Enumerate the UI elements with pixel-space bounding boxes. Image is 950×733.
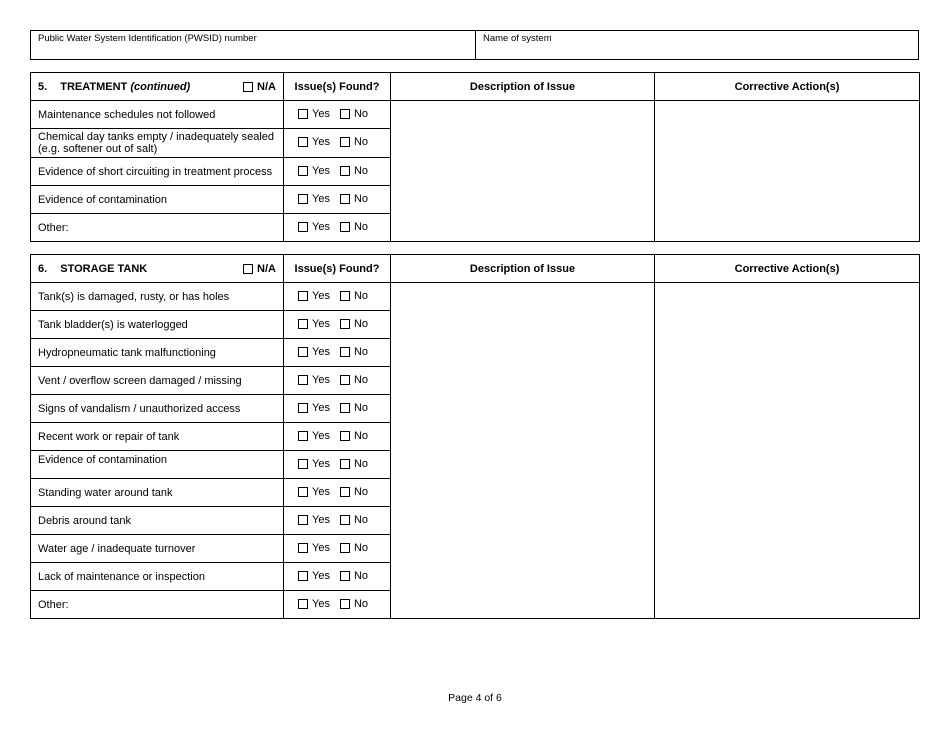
row-label: Evidence of contamination: [31, 186, 284, 214]
row-label: Evidence of contamination: [31, 451, 284, 479]
yes-no-group: [284, 186, 391, 214]
yes-no-group: [284, 507, 391, 535]
yes-checkbox[interactable]: [298, 346, 330, 358]
yes-checkbox[interactable]: [298, 542, 330, 554]
row-label: Debris around tank: [31, 507, 284, 535]
corrective-action-cell[interactable]: [655, 591, 920, 619]
description-header: Description of Issue: [391, 255, 655, 283]
yes-label: Yes: [312, 541, 330, 554]
yes-checkbox[interactable]: [298, 570, 330, 582]
na-label: N/A: [257, 80, 276, 93]
row-label: Tank(s) is damaged, rusty, or has holes: [31, 283, 284, 311]
checkbox-icon: [340, 431, 350, 441]
checkbox-icon: [340, 375, 350, 385]
yes-checkbox[interactable]: [298, 598, 330, 610]
yes-label: Yes: [312, 373, 330, 386]
yes-label: Yes: [312, 597, 330, 610]
yes-label: Yes: [312, 485, 330, 498]
row-label: Tank bladder(s) is waterlogged: [31, 311, 284, 339]
corrective-action-cell[interactable]: [655, 451, 920, 479]
corrective-action-cell[interactable]: [655, 367, 920, 395]
description-cell[interactable]: [391, 339, 655, 367]
checkbox-icon: [340, 571, 350, 581]
storage-title: STORAGE TANK: [60, 262, 148, 275]
yes-no-group: [284, 158, 391, 186]
yes-no-group: [284, 535, 391, 563]
checkbox-icon: [298, 194, 308, 204]
no-checkbox[interactable]: [340, 374, 368, 386]
corrective-action-cell[interactable]: [655, 563, 920, 591]
yes-label: Yes: [312, 345, 330, 358]
checkbox-icon: [298, 403, 308, 413]
corrective-action-cell[interactable]: [655, 283, 920, 311]
yes-no-group: [284, 283, 391, 311]
treatment-table: [30, 72, 920, 242]
yes-label: Yes: [312, 317, 330, 330]
checkbox-icon: [298, 571, 308, 581]
checkbox-icon: [340, 137, 350, 147]
corrective-action-cell[interactable]: [655, 535, 920, 563]
checkbox-icon: [298, 137, 308, 147]
row-label: Maintenance schedules not followed: [31, 101, 284, 129]
no-checkbox[interactable]: [340, 165, 368, 177]
no-label: No: [353, 457, 369, 470]
yes-checkbox[interactable]: [298, 290, 330, 302]
checkbox-icon: [298, 375, 308, 385]
yes-no-group: [284, 367, 391, 395]
no-label: No: [353, 485, 369, 498]
yes-no-group: [284, 591, 391, 619]
description-cell[interactable]: [391, 535, 655, 563]
no-checkbox[interactable]: [340, 458, 368, 470]
description-cell[interactable]: [391, 507, 655, 535]
no-checkbox[interactable]: [340, 193, 368, 205]
table-row: [31, 367, 920, 395]
system-name-label: Name of system: [483, 33, 552, 44]
treatment-suffix: (continued): [130, 80, 191, 93]
no-checkbox[interactable]: [340, 542, 368, 554]
yes-checkbox[interactable]: [298, 221, 330, 233]
treatment-na-checkbox[interactable]: [243, 81, 276, 93]
no-label: No: [353, 597, 369, 610]
no-checkbox[interactable]: [340, 290, 368, 302]
row-label: Signs of vandalism / unauthorized access: [31, 395, 284, 423]
table-row: [31, 479, 920, 507]
corrective-action-cell[interactable]: [655, 507, 920, 535]
no-checkbox[interactable]: [340, 318, 368, 330]
no-label: No: [353, 541, 369, 554]
yes-checkbox[interactable]: [298, 165, 330, 177]
table-row: [31, 507, 920, 535]
description-cell[interactable]: [391, 129, 655, 158]
description-cell[interactable]: [391, 423, 655, 451]
corrective-action-cell[interactable]: [655, 101, 920, 129]
checkbox-icon: [298, 109, 308, 119]
yes-no-group: [284, 563, 391, 591]
row-label: Lack of maintenance or inspection: [31, 563, 284, 591]
yes-no-group: [284, 311, 391, 339]
description-cell[interactable]: [391, 101, 655, 129]
corrective-action-cell[interactable]: [655, 311, 920, 339]
description-cell[interactable]: [391, 563, 655, 591]
checkbox-icon: [340, 347, 350, 357]
description-cell[interactable]: [391, 367, 655, 395]
checkbox-icon: [298, 487, 308, 497]
description-cell[interactable]: [391, 186, 655, 214]
checkbox-icon: [340, 166, 350, 176]
table-row: [31, 311, 920, 339]
storage-number: 6.: [38, 262, 48, 275]
row-label: Recent work or repair of tank: [31, 423, 284, 451]
yes-checkbox[interactable]: [298, 193, 330, 205]
yes-no-group: [284, 451, 391, 479]
checkbox-icon: [298, 347, 308, 357]
no-checkbox[interactable]: [340, 514, 368, 526]
no-checkbox[interactable]: [340, 570, 368, 582]
description-cell[interactable]: [391, 214, 655, 242]
corrective-action-cell[interactable]: [655, 395, 920, 423]
no-label: No: [353, 569, 369, 582]
row-label: Standing water around tank: [31, 479, 284, 507]
checkbox-icon: [298, 431, 308, 441]
row-label: Evidence of short circuiting in treatment process: [31, 158, 284, 186]
description-cell[interactable]: [391, 591, 655, 619]
yes-checkbox[interactable]: [298, 458, 330, 470]
yes-label: Yes: [312, 457, 330, 470]
no-label: No: [353, 107, 369, 120]
checkbox-icon: [340, 403, 350, 413]
checkbox-icon: [298, 166, 308, 176]
yes-no-group: [284, 423, 391, 451]
yes-checkbox[interactable]: [298, 136, 330, 148]
row-label: Water age / inadequate turnover: [31, 535, 284, 563]
description-cell[interactable]: [391, 311, 655, 339]
no-checkbox[interactable]: [340, 402, 368, 414]
corrective-action-cell[interactable]: [655, 186, 920, 214]
checkbox-icon: [298, 291, 308, 301]
table-row: [31, 423, 920, 451]
corrective-action-cell[interactable]: [655, 339, 920, 367]
corrective-header: Corrective Action(s): [655, 73, 920, 101]
yes-no-group: [284, 101, 391, 129]
no-checkbox[interactable]: [340, 108, 368, 120]
yes-label: Yes: [312, 569, 330, 582]
yes-label: Yes: [312, 164, 330, 177]
yes-no-group: [284, 214, 391, 242]
storage-section-header: [31, 255, 284, 283]
corrective-action-cell[interactable]: [655, 158, 920, 186]
table-row: [31, 563, 920, 591]
yes-no-group: [284, 395, 391, 423]
corrective-action-cell[interactable]: [655, 479, 920, 507]
yes-checkbox[interactable]: [298, 402, 330, 414]
yes-checkbox[interactable]: [298, 318, 330, 330]
no-checkbox[interactable]: [340, 346, 368, 358]
checkbox-icon: [298, 543, 308, 553]
description-cell[interactable]: [391, 479, 655, 507]
yes-no-group: [284, 129, 391, 158]
no-label: No: [353, 220, 369, 233]
table-row: [31, 451, 920, 479]
yes-label: Yes: [312, 289, 330, 302]
no-label: No: [353, 317, 369, 330]
checkbox-icon: [298, 515, 308, 525]
yes-label: Yes: [312, 136, 330, 148]
yes-label: Yes: [312, 429, 330, 442]
no-label: No: [353, 401, 369, 414]
table-row: [31, 214, 920, 242]
yes-no-group: [284, 479, 391, 507]
corrective-action-cell[interactable]: [655, 129, 920, 158]
table-row: [31, 186, 920, 214]
storage-tank-table: [30, 254, 920, 619]
na-label: N/A: [257, 262, 276, 275]
checkbox-icon: [340, 487, 350, 497]
yes-label: Yes: [312, 401, 330, 414]
row-label: Chemical day tanks empty / inadequately sealed (e.g. softener out of salt): [31, 129, 284, 158]
checkbox-icon: [340, 319, 350, 329]
description-header: Description of Issue: [391, 73, 655, 101]
page-number: Page 4 of 6: [448, 692, 502, 704]
system-name-field[interactable]: [476, 31, 918, 59]
table-row: [31, 591, 920, 619]
no-label: No: [353, 136, 369, 148]
yes-label: Yes: [312, 192, 330, 205]
table-row: [31, 101, 920, 129]
yes-label: Yes: [312, 513, 330, 526]
checkbox-icon: [340, 222, 350, 232]
corrective-action-cell[interactable]: [655, 423, 920, 451]
checkbox-icon: [340, 459, 350, 469]
table-row: [31, 129, 920, 158]
row-label: Hydropneumatic tank malfunctioning: [31, 339, 284, 367]
checkbox-icon: [340, 109, 350, 119]
no-label: No: [353, 164, 369, 177]
checkbox-icon: [243, 264, 253, 274]
pwsid-field[interactable]: [31, 31, 476, 59]
description-cell[interactable]: [391, 283, 655, 311]
no-checkbox[interactable]: [340, 221, 368, 233]
checkbox-icon: [298, 599, 308, 609]
checkbox-icon: [340, 291, 350, 301]
checkbox-icon: [298, 459, 308, 469]
issues-header: Issue(s) Found?: [284, 255, 391, 283]
no-label: No: [353, 192, 369, 205]
issues-header: Issue(s) Found?: [284, 73, 391, 101]
table-row: [31, 535, 920, 563]
checkbox-icon: [298, 222, 308, 232]
checkbox-icon: [298, 319, 308, 329]
treatment-section-header: [31, 73, 284, 101]
description-cell[interactable]: [391, 158, 655, 186]
checkbox-icon: [340, 599, 350, 609]
corrective-action-cell[interactable]: [655, 214, 920, 242]
corrective-header: Corrective Action(s): [655, 255, 920, 283]
yes-no-group: [284, 339, 391, 367]
checkbox-icon: [243, 82, 253, 92]
row-label: Other:: [31, 214, 284, 242]
yes-label: Yes: [312, 107, 330, 120]
row-label: Other:: [31, 591, 284, 619]
treatment-number: 5.: [38, 80, 48, 93]
yes-checkbox[interactable]: [298, 108, 330, 120]
description-cell[interactable]: [391, 451, 655, 479]
pwsid-label: Public Water System Identification (PWSID) number: [38, 33, 257, 44]
checkbox-icon: [340, 194, 350, 204]
no-checkbox[interactable]: [340, 136, 368, 148]
yes-checkbox[interactable]: [298, 486, 330, 498]
table-row: [31, 283, 920, 311]
treatment-title: TREATMENT: [60, 80, 128, 93]
checkbox-icon: [340, 515, 350, 525]
yes-checkbox[interactable]: [298, 514, 330, 526]
no-label: No: [353, 429, 369, 442]
no-label: No: [353, 513, 369, 526]
row-label: Vent / overflow screen damaged / missing: [31, 367, 284, 395]
table-row: [31, 339, 920, 367]
no-checkbox[interactable]: [340, 486, 368, 498]
checkbox-icon: [340, 543, 350, 553]
no-checkbox[interactable]: [340, 430, 368, 442]
table-row: [31, 158, 920, 186]
no-label: No: [353, 373, 369, 386]
no-label: No: [353, 345, 369, 358]
no-label: No: [353, 289, 369, 302]
system-header: [30, 30, 919, 60]
yes-checkbox[interactable]: [298, 430, 330, 442]
yes-checkbox[interactable]: [298, 374, 330, 386]
no-checkbox[interactable]: [340, 598, 368, 610]
yes-label: Yes: [312, 220, 330, 233]
description-cell[interactable]: [391, 395, 655, 423]
table-row: [31, 395, 920, 423]
storage-na-checkbox[interactable]: [243, 263, 276, 275]
